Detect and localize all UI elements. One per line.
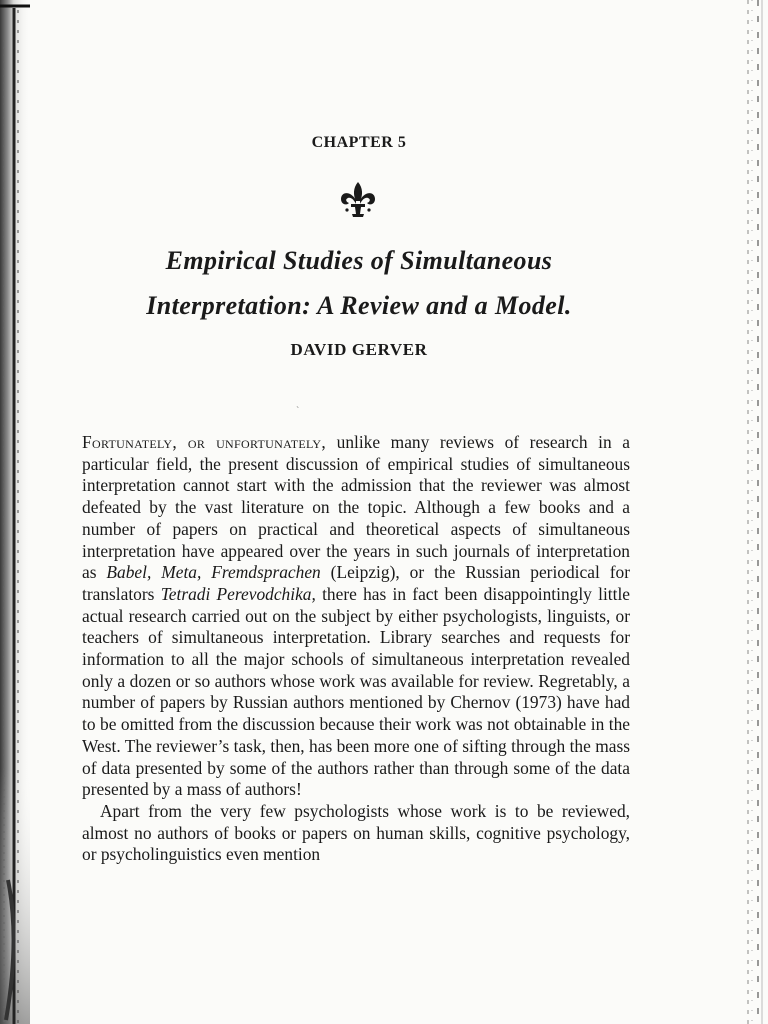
author-name: DAVID GERVER <box>290 340 428 359</box>
chapter-title <box>72 238 646 328</box>
page-right-edge <box>742 0 768 1024</box>
book-page <box>82 0 632 1024</box>
chapter-label: CHAPTER 5 <box>311 134 407 151</box>
title-line-2: Interpretation: A Review and a Model. <box>146 291 572 320</box>
book-spine-edge <box>0 0 48 1024</box>
journal-titles: Babel, Meta, Fremdsprachen <box>106 562 321 583</box>
stray-mark: ˋ <box>296 406 300 417</box>
periodical-title: Tetradi Perevodchika, <box>160 583 316 604</box>
body-text <box>82 432 630 866</box>
paragraph-1-text-a: unlike many reviews of research in a particular field, the present discussion of empirical studies of simultaneous interpretation cannot start with the admission that the reviewer was almost defeated by the vast literature on the topic. Although a few books and a number of papers on practical and theoretical aspects of simultaneous interpretation have appeared over the years in such journals of interpretation as <box>82 432 630 583</box>
paragraph-2: Apart from the very few psychologists whose work is to be reviewed, almost no authors of books or papers on human skills, cognitive psychology, or psycholinguistics even mention <box>82 800 630 865</box>
paragraph-1-text-c: there has in fact been disappointingly little actual research carried out on the subject by either psychologists, linguists, or teachers of simultaneous interpretation. Library searches and requests for information to all the major schools of simultaneous interpretation revealed only a dozen or so authors whose work was available for review. Regretably, a number of papers by Russian authors mentioned by Chernov (1973) have had to be omitted from the discussion because their work was not obtainable in the West. The reviewer’s task, then, has been more one of sifting through the mass of data presented by some of the authors rather than through some of the data presented by a mass of authors! <box>82 583 631 800</box>
title-line-1: Empirical Studies of Simultaneous <box>165 246 553 275</box>
paragraph-1 <box>82 432 630 801</box>
paragraph-1-text-b: (Leipzig), or the Russian periodical for translators <box>82 562 630 604</box>
fleur-de-lis-icon <box>335 180 381 222</box>
opening-smallcaps: Fortunately, or unfortunately, <box>82 432 327 452</box>
